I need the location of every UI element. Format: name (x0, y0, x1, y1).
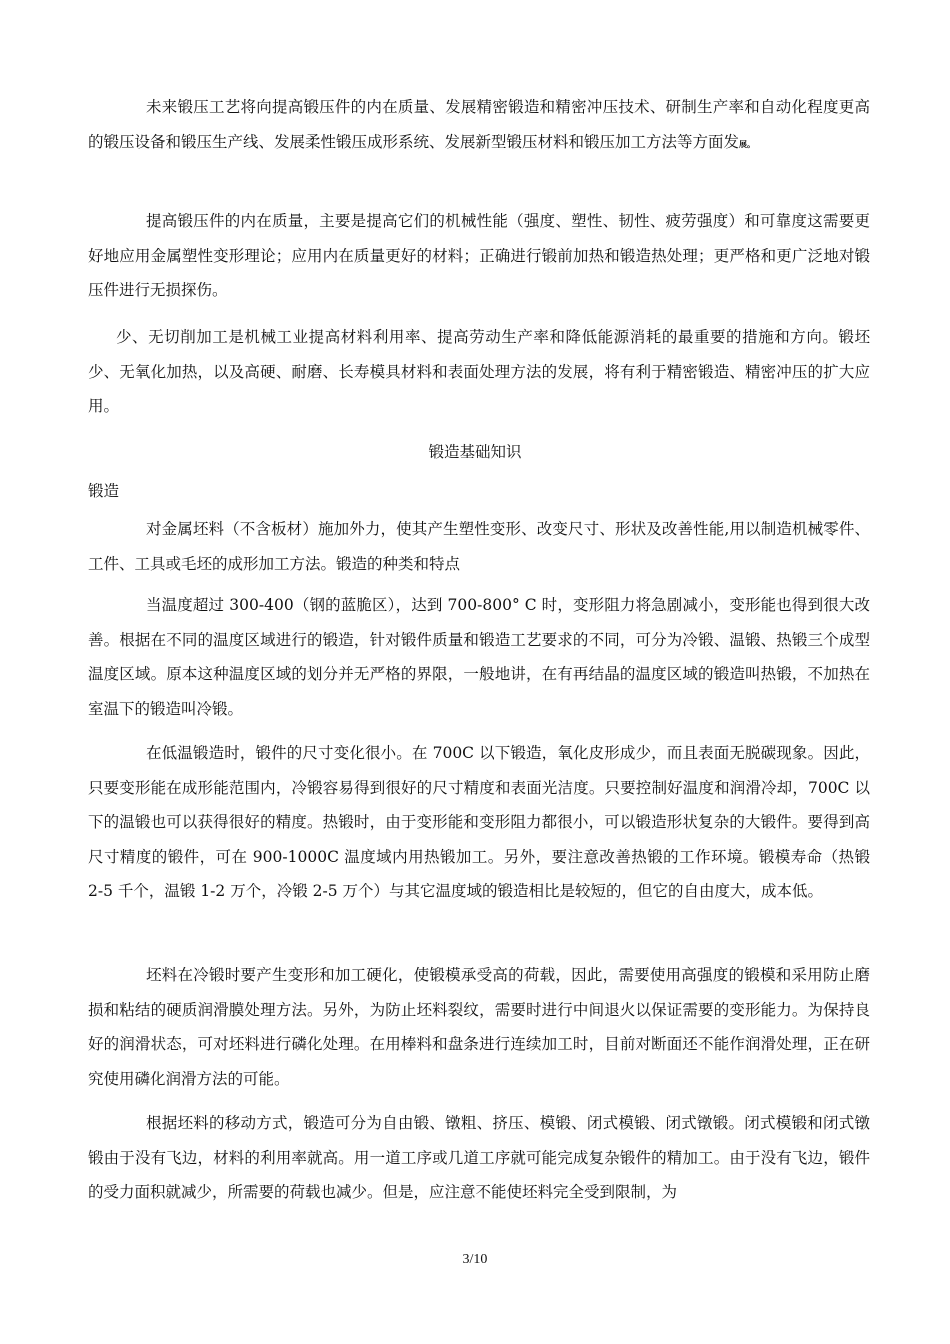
section-title: 锻造基础知识 (428, 443, 522, 461)
paragraph-text: 未来锻压工艺将向提高锻压件的内在质量、发展精密锻造和精密冲压技术、研制生产率和自动化程度更高的锻压设备和锻压生产线、发展柔性锻压成形系统、发展新型锻压材料和锻压加工方法等方面发 (88, 98, 870, 151)
paragraph-tail: 展。 (739, 138, 756, 149)
label-forging: 锻造 (88, 482, 120, 500)
paragraph-temperature-zones: 当温度超过 300-400（钢的蓝脆区），达到 700-800° C 时，变形阻力将急剧减小，变形能也得到很大改善。根据在不同的温度区域进行的锻造，针对锻件质量和锻造工艺要求的不同，可分为冷锻、温锻、热锻三个成型温度区域。原本这种温度区域的划分并无严格的界限，一般地讲，在有再结晶的温度区域的锻造叫热锻，不加热在室温下的锻造叫冷锻。 (88, 596, 870, 718)
paragraph-low-temperature-forging: 在低温锻造时，锻件的尺寸变化很小。在 700C 以下锻造，氧化皮形成少，而且表面无脱碳现象。因此，只要变形能在成形能范围内，冷锻容易得到很好的尺寸精度和表面光洁度。只要控制好温度和润滑冷却，700C 以下的温锻也可以获得很好的精度。热锻时，由于变形能和变形阻力都很小，可以锻造形状复杂的大锻件。要得到高尺寸精度的锻件，可在 900-1000C 温度域内用热锻加工。另外，要注意改善热锻的工作环境。锻模寿命（热锻 2-5 千个，温锻 1-2 万个，冷锻 2-5 万个）与其它温度域的锻造相比是较短的，但它的自由度大，成本低。 (88, 744, 870, 900)
paragraph-cold-forging-billet: 坯料在冷锻时要产生变形和加工硬化，使锻模承受高的荷载，因此，需要使用高强度的锻模和采用防止磨损和粘结的硬质润滑膜处理方法。另外，为防止坯料裂纹，需要时进行中间退火以保证需要的变形能力。为保持良好的润滑状态，可对坯料进行磷化处理。在用棒料和盘条进行连续加工时，目前对断面还不能作润滑处理，正在研究使用磷化润滑方法的可能。 (88, 966, 870, 1088)
paragraph-internal-quality: 提高锻压件的内在质量，主要是提高它们的机械性能（强度、塑性、韧性、疲劳强度）和可靠度这需要更好地应用金属塑性变形理论；应用内在质量更好的材料；正确进行锻前加热和锻造热处理；更严格和更广泛地对锻压件进行无损探伤。 (88, 212, 870, 299)
paragraph-forging-methods: 根据坯料的移动方式，锻造可分为自由锻、镦粗、挤压、模锻、闭式模锻、闭式镦锻。闭式模锻和闭式镦锻由于没有飞边，材料的利用率就高。用一道工序或几道工序就可能完成复杂锻件的精加工。由于没有飞边，锻件的受力面积就减少，所需要的荷载也减少。但是，应注意不能使坯料完全受到限制，为 (88, 1114, 870, 1201)
paragraph-forging-future (88, 90, 870, 161)
paragraph-chipless-machining: 少、无切削加工是机械工业提高材料利用率、提高劳动生产率和降低能源消耗的最重要的措施和方向。锻坯少、无氧化加热，以及高硬、耐磨、长寿模具材料和表面处理方法的发展，将有利于精密锻造、精密冲压的扩大应用。 (88, 328, 870, 415)
paragraph-forging-definition: 对金属坯料（不含板材）施加外力，使其产生塑性变形、改变尺寸、形状及改善性能,用以制造机械零件、工件、工具或毛坯的成形加工方法。锻造的种类和特点 (88, 520, 870, 573)
page-number: 3/10 (462, 1252, 488, 1267)
